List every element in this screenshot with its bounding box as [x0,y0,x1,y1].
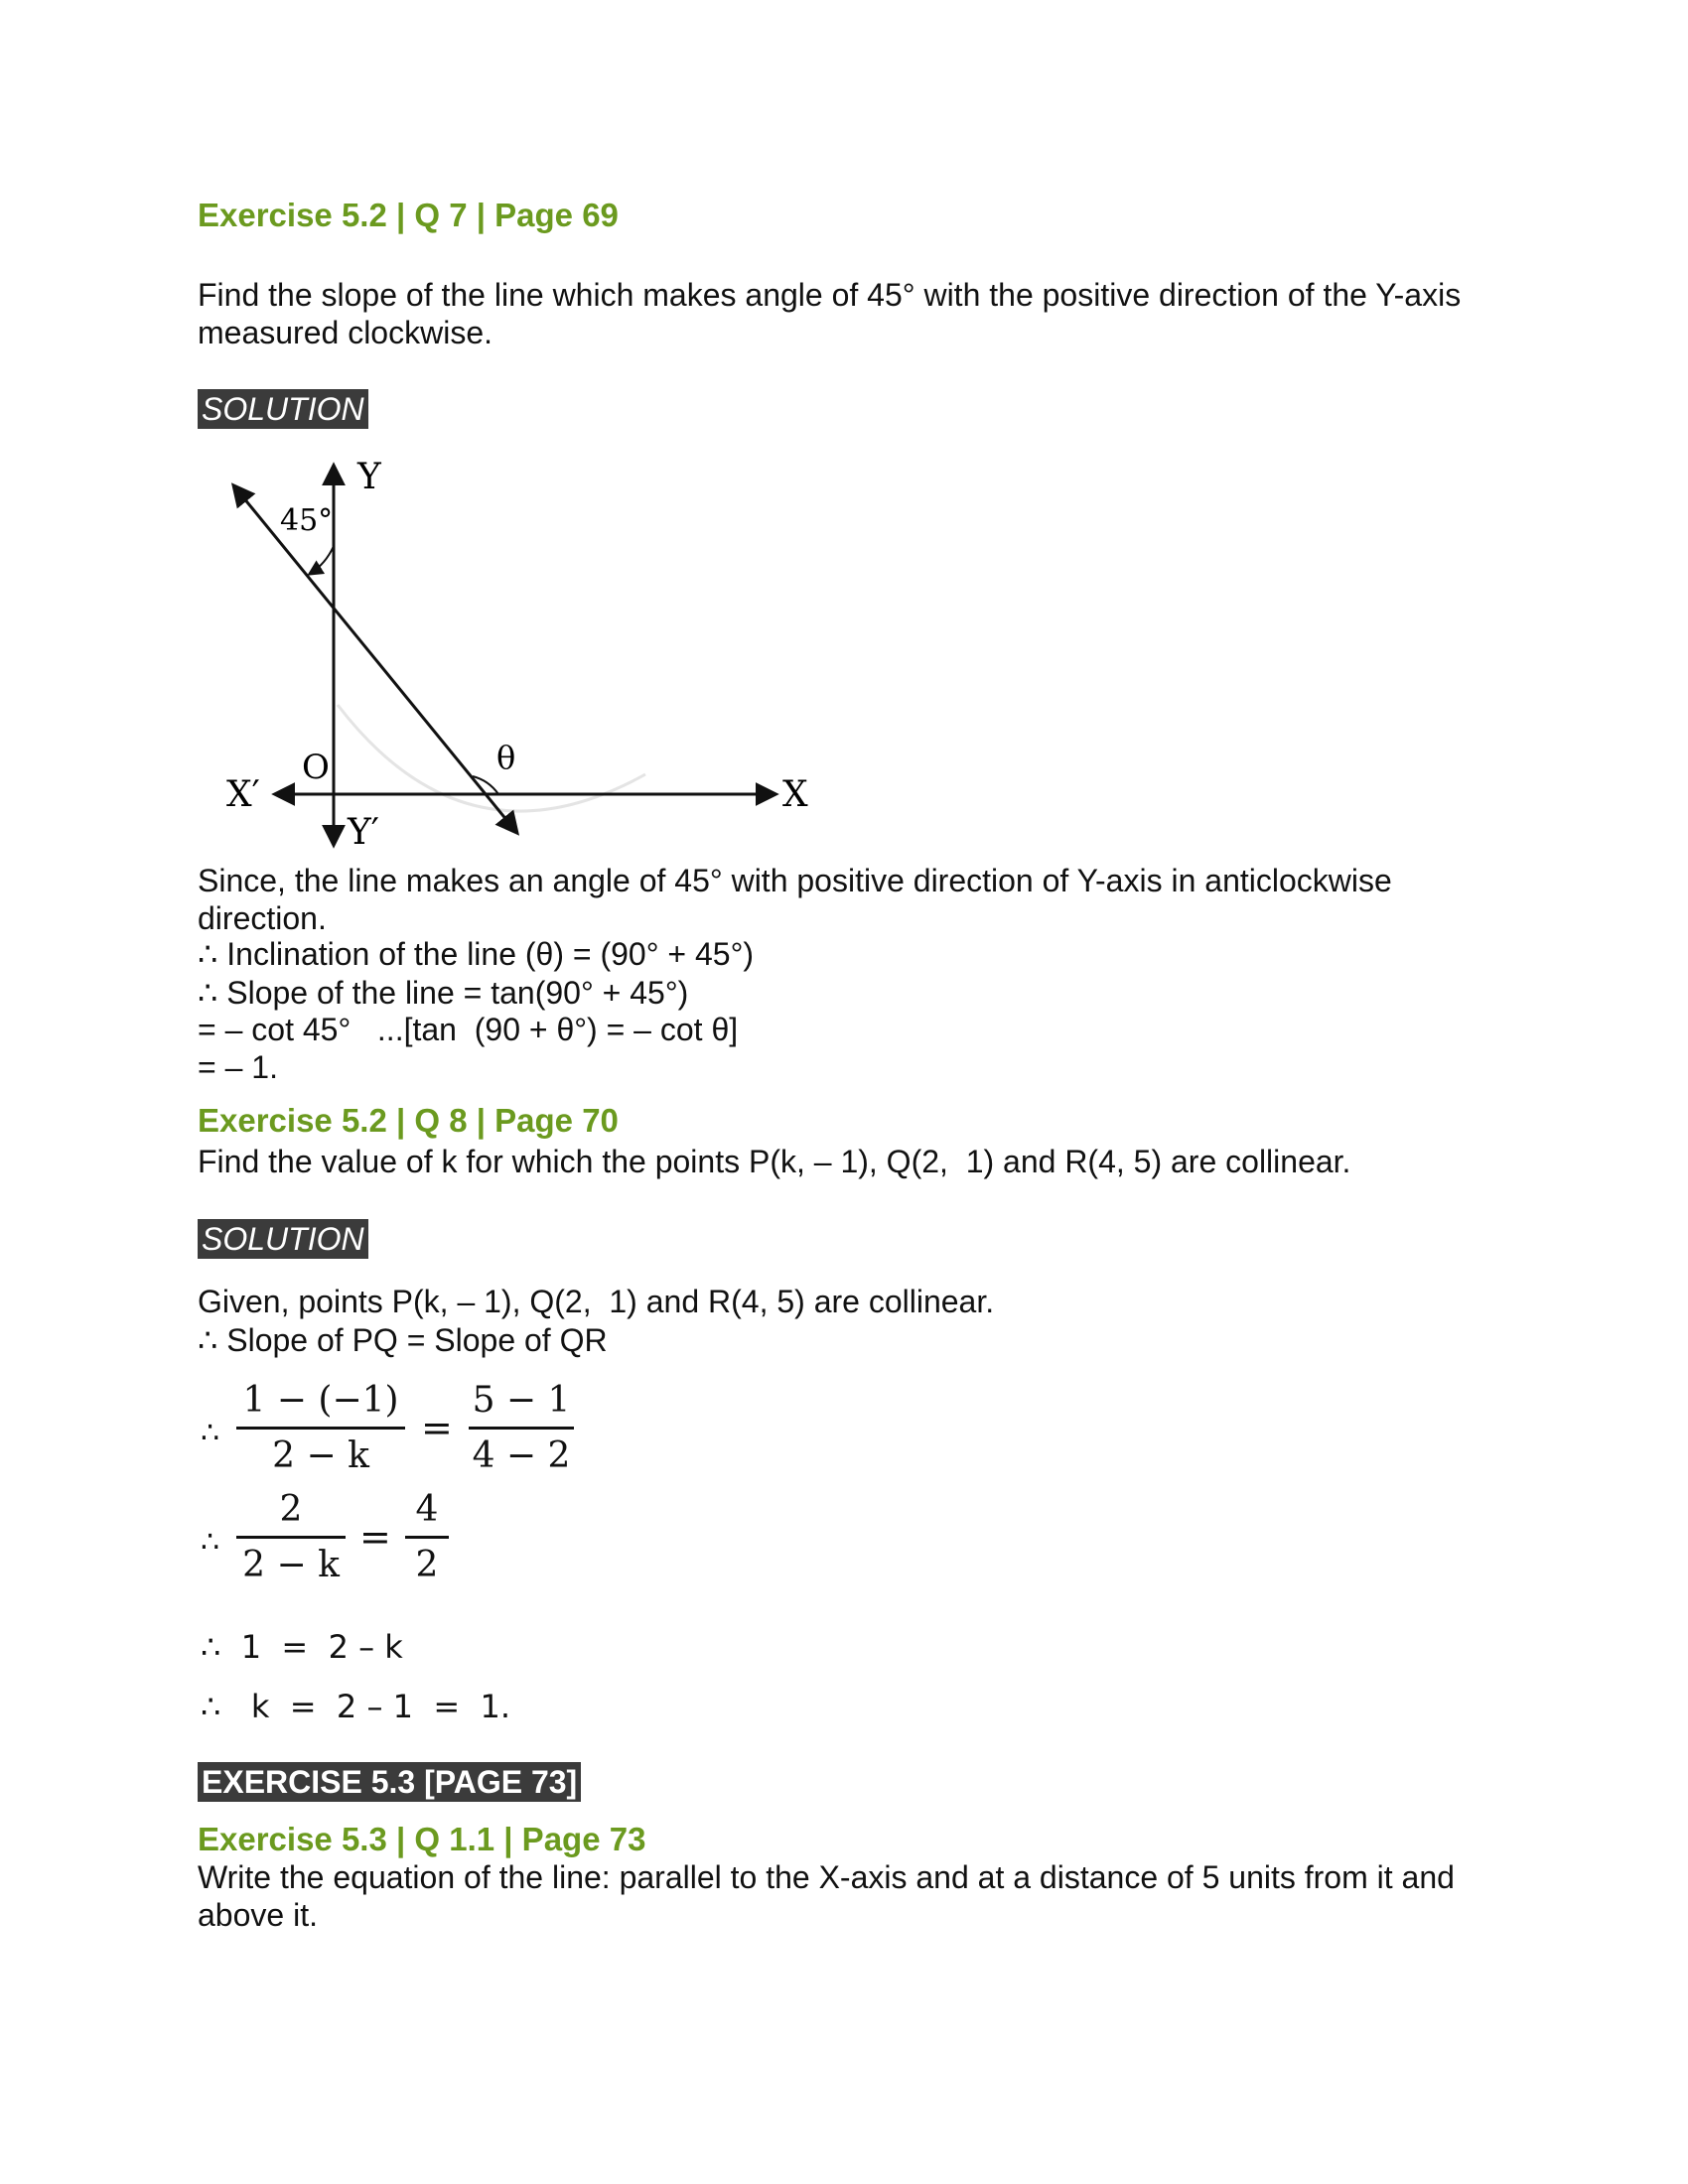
q7-heading: Exercise 5.2 | Q 7 | Page 69 [198,197,619,233]
label-theta: θ [496,739,516,776]
exercise-5-3-banner-text: EXERCISE 5.3 [PAGE 73] [202,1764,578,1800]
eq1-rhs-bar [469,1427,574,1430]
eq1-lhs-bar [236,1427,405,1430]
label-x: X [782,774,808,815]
eq2-lhs-denominator: 2 − k [242,1545,340,1585]
label-origin: O [302,748,330,787]
eq2-lhs-numerator: 2 [279,1489,303,1530]
label-angle-45: 45° [280,503,334,538]
label-x-prime: X′ [226,774,260,815]
eq1-lhs-fraction [236,1380,405,1476]
eq2-rhs-numerator: 4 [415,1489,439,1530]
q8-heading: Exercise 5.2 | Q 8 | Page 70 [198,1102,619,1139]
angle-45-arc [310,546,334,574]
eq1-lhs-numerator: 1 − (−1) [242,1380,399,1421]
eq2-equals: = [359,1515,391,1559]
label-y-prime: Y′ [348,812,379,853]
q7-step-4: = – 1. [198,1049,278,1085]
eq1-lhs-denominator: 2 − k [272,1435,369,1476]
eq2-rhs-bar [405,1536,449,1539]
q7-question: Find the slope of the line which makes angle of 45° with the positive direction of the Y-axis measured clockwise. [198,277,1462,350]
eq2-rhs-fraction [405,1489,449,1585]
eq4: ∴ k = 2 – 1 = 1. [201,1688,510,1725]
eq1-rhs-denominator: 4 − 2 [472,1435,571,1476]
exercise-5-3-banner [198,1762,581,1802]
ex53-q1-heading: Exercise 5.3 | Q 1.1 | Page 73 [198,1821,646,1857]
eq1-rhs-numerator: 5 − 1 [472,1380,571,1421]
ex53-q1-question: Write the equation of the line: parallel to the X-axis and at a distance of 5 units from it and above it. [198,1859,1455,1933]
eq3: ∴ 1 = 2 – k [201,1628,403,1666]
q7-step-1: ∴ Inclination of the line (θ) = (90° + 45°) [198,936,755,972]
q8-given: Given, points P(k, – 1), Q(2, 1) and R(4, 5) are collinear. [198,1284,995,1319]
eq2-lhs-bar [236,1536,346,1539]
label-y: Y [357,457,381,497]
q7-explanation: Since, the line makes an angle of 45° with positive direction of Y-axis in anticlockwise direction. [198,863,1392,936]
q7-line-figure [218,447,834,864]
eq1-equals: = [421,1406,453,1449]
eq2-rhs-denominator: 2 [415,1545,439,1585]
q7-solution-badge: SOLUTION [198,389,368,429]
q7-step-2: ∴ Slope of the line = tan(90° + 45°) [198,975,689,1011]
eq1-therefore: ∴ [201,1417,220,1449]
q8-solution-badge: SOLUTION [198,1219,368,1259]
q7-step-3: = – cot 45° ...[tan (90 + θ°) = – cot θ] [198,1012,739,1047]
sloped-line [234,486,516,832]
q8-slope-line: ∴ Slope of PQ = Slope of QR [198,1322,608,1358]
eq2-therefore: ∴ [201,1526,220,1559]
eq1-rhs-fraction [469,1380,574,1476]
q8-question: Find the value of k for which the points P(k, – 1), Q(2, 1) and R(4, 5) are collinear. [198,1144,1351,1179]
eq2-lhs-fraction [236,1489,346,1585]
